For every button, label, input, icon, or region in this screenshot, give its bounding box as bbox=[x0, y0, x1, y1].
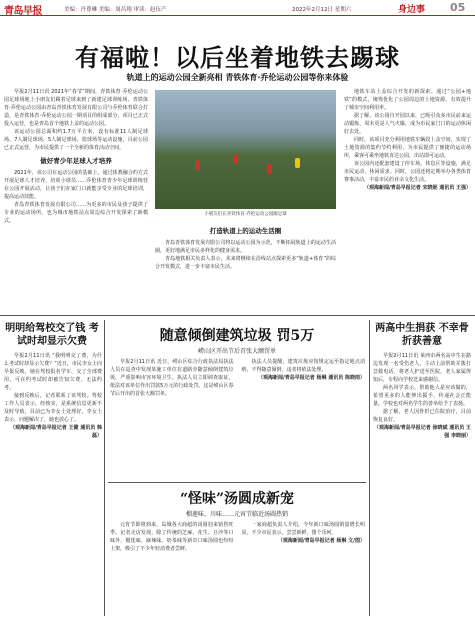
main-headline: 有福啦！以后坐着地铁去踢球 bbox=[75, 43, 400, 72]
byline: （观海新闻/青岛早报记者 徐晓斌 通讯员 王强 李晓丽） bbox=[373, 425, 471, 439]
paragraph: 青岛地铁相关负责人表示，未来将继续在沿线站点探索更多“轨道+体育”的综合开发模式，进一步丰富市民生活。 bbox=[155, 256, 336, 270]
paragraph: 该公园内还配套建设了停车场、休息区等设施，满足市民运动、休闲需求。同时，公园还将定期举办各类体育赛事活动，丰富市民的业余文化生活。 bbox=[344, 161, 471, 183]
story-body bbox=[4, 352, 102, 616]
story-subheadline: 崂山区开出节后首张大额罚单 bbox=[197, 348, 276, 355]
paragraph: 据了解，老人因骨折已住院治疗，目前恢复良好。 bbox=[373, 409, 471, 423]
story-headline: 随意倾倒建筑垃圾 罚5万 bbox=[159, 328, 315, 344]
paragraph: 早报2月11日讯 莱西市两名高中生在路边发现一名受伤老人，主动上前帮助并拨打急救电话，将老人护送至医院。老人家属得知后，专程向学校送来感谢信。 bbox=[373, 353, 471, 383]
section-divider bbox=[0, 315, 475, 316]
paragraph: 同时，该项目充分利用地铁车辆段上盖空间，实现了土地资源的集约节约利用，为市民提供了便捷的运动场所，乘客可乘坐地铁直达公园，出站即可运动。 bbox=[344, 137, 471, 159]
column-divider bbox=[369, 320, 370, 616]
story-body bbox=[373, 352, 471, 616]
story-body bbox=[110, 358, 365, 476]
byline: （观海新闻/青岛早报记者 杨琳 文/图） bbox=[277, 538, 365, 544]
byline: （观海新闻/青岛早报记者 王健 通讯员 韩磊） bbox=[9, 425, 102, 439]
soccer-photo bbox=[155, 90, 336, 209]
paragraph: 接到反映后，记者联系了该驾校。驾校工作人员表示，经核实，是系统信息更新不及时导致，目前已为李女士处理好。李女士表示，问题解决了，她也放心了。 bbox=[4, 393, 102, 423]
story-headline: 两高中生捐获 不幸骨折获善意 bbox=[375, 323, 469, 347]
paragraph: 青岛青铁体育发展有限公司……为更多的市民及孩子提供了专业的运动场所，也为城市地铁站点周边综合开发探索了新模式。 bbox=[4, 202, 148, 224]
paragraph: 两名同学表示，帮助他人是应该做的，希望更多的人能伸出援手，传递社会正能量。学校也对两名学生的善举给予了表扬。 bbox=[373, 385, 471, 407]
story-headline: 明明给驾校交了钱 考试时却显示欠费 bbox=[5, 323, 99, 347]
story-divider bbox=[108, 482, 366, 483]
paragraph: 执法人员提醒，建筑垃圾应按规定运至指定地点消纳，不得随意倾倒，违者将依法处理。 bbox=[241, 359, 365, 373]
section-name: 身边事 bbox=[398, 5, 426, 15]
byline: （观海新闻/青岛早报记者 杨琳 通讯员 陈晓雨） bbox=[257, 375, 365, 381]
paragraph: 据了解，该公园自开园以来，已吸引众多市民前来运动锻炼，周末更是人气火爆，成为市民家门口的运动休闲好去处。 bbox=[344, 113, 471, 135]
page-header bbox=[0, 0, 475, 16]
story-headline: “怪味”汤圆成新宠 bbox=[179, 491, 295, 507]
edition-info: 美编：丹尊琳 美编：周昌翔 审读：赵伍产 bbox=[64, 7, 167, 13]
paragraph: 元宵节即将到来，岛城各大商超的汤圆迎来销售旺季。记者走访发现，除了传统的芝麻、花生、豆沙等口味外，榴莲味、麻辣味、奶茶味等新奇口味汤圆也纷纷上架，吸引了不少年轻消费者尝鲜。 bbox=[110, 522, 234, 552]
paragraph: 早报2月11日讯 2021年“春节”期间，青铁体育·乔伦运动公园足球场地上小朋友们踢着足球来到了新建足球训练场，青铁体育·乔伦运动公园由青岛青铁体育发展有限公司与乔伦体育联合打造，是青铁体育·乔伦运动公园一期项目的组成部分，项目已正式投入运营，也是青岛首个地铁上盖的运动公园。 bbox=[4, 89, 148, 127]
column-divider bbox=[104, 320, 105, 616]
main-article-col3 bbox=[344, 88, 471, 310]
story-subheadline: 榴莲味、川味……元宵节临近汤圆热销 bbox=[185, 511, 288, 518]
page-number: 05 bbox=[450, 1, 466, 14]
paragraph: 早报2月11日讯 近日，崂山区综合行政执法局执法人员在巡查中发现某施工单位在道路旁随意倾倒建筑垃圾，严重影响市容环境卫生。执法人员立即调查取证，依法对该单位作出罚款5万元的行政处罚。这是崂山区春节后开出的首张大额罚单。 bbox=[110, 359, 234, 397]
byline: （观海新闻/青岛早报记者 宋晓妮 通讯员 王强） bbox=[363, 185, 471, 191]
paragraph: 该运动公园总面积约1.7万平方米，设有标准11人制足球场、7人制足球场、5人制足球场、篮球场等运动设施，目前公园已正式运营，为市民提供了一个全新的体育活动空间。 bbox=[4, 129, 148, 151]
paragraph: 青岛青铁体育发展有限公司将以运动公园为示范，不断拓展轨道上的运动生活圈，更好地满足市民多样化的健身需求。 bbox=[155, 240, 336, 254]
newspaper-logo: 青岛早报 bbox=[4, 6, 42, 17]
issue-date: 2022年2月12日 星期六 bbox=[292, 7, 352, 13]
main-subheadline: 轨道上的运动公园全新亮相 青铁体育·乔伦运动公园等你来体验 bbox=[126, 73, 349, 82]
photo-caption: 小朋友们在青铁体育·乔伦运动公园踢足球 bbox=[204, 212, 287, 217]
subhead: 做好青少年足球人才培养 bbox=[40, 157, 112, 165]
main-article-col2 bbox=[155, 222, 336, 310]
paragraph: 地铁车站上盖综合开发的新探索。通过“公园+地铁”的模式，统筹优化了公园周边的土地资源，有效提升了城市空间利用率。 bbox=[344, 89, 471, 111]
paragraph: 一家商超负责人介绍，今年新口味汤圆销量增长明显，不少市民表示，尝尝新鲜，图个乐呵。 bbox=[241, 522, 365, 536]
paragraph: 早报2月11日讯 “我明明交了费，为什么考试时却显示欠费？”近日，市民李女士向早报反映，她在驾校报名学车，交了全部费用，可在约考试时却被告知欠费，无法约考。 bbox=[4, 353, 102, 391]
subhead: 打造轨道上的运动生活圈 bbox=[209, 227, 282, 235]
main-article-col1 bbox=[4, 88, 148, 310]
story-body bbox=[110, 521, 365, 616]
paragraph: 2021年，该公司在运动公园的基础上，通过体教融合的方式开展足球人才培养，培训小球员……乔伦体育青少年足球训练营在公园开展活动，让孩子们在家门口就能享受专业的足球培训，提高运动技能。 bbox=[4, 170, 148, 200]
